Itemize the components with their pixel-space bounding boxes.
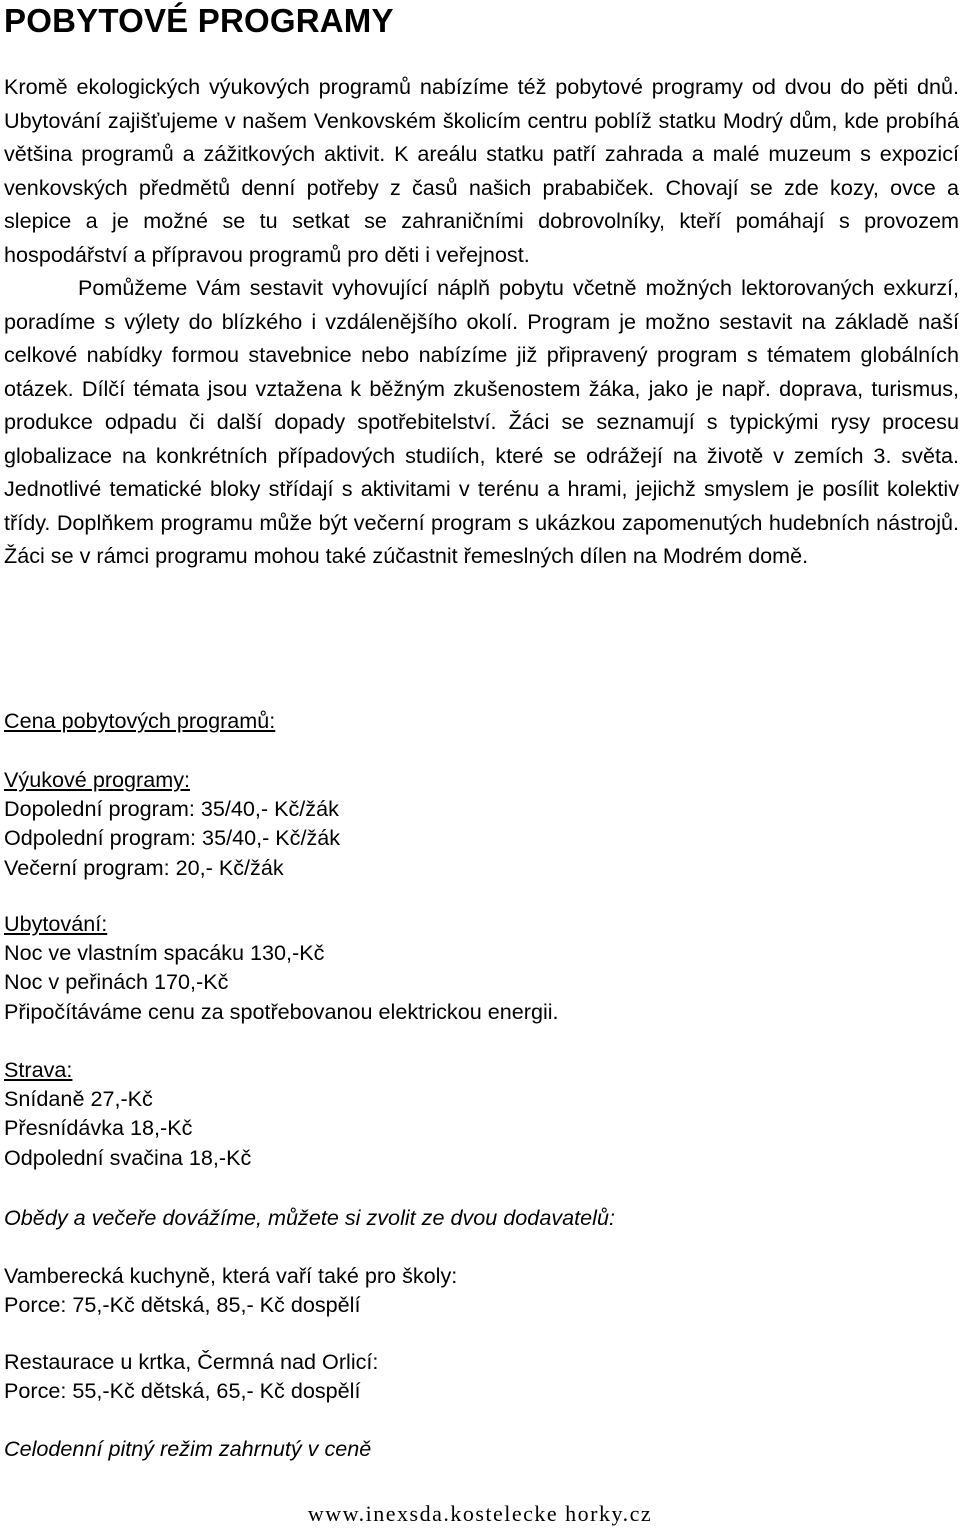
price-section	[4, 706, 275, 735]
programs-section	[4, 765, 340, 882]
accommodation-section	[4, 909, 559, 1026]
supplier-price: Porce: 75,-Kč dětská, 85,- Kč dospělí	[4, 1292, 361, 1318]
supplier-name: Vamberecká kuchyně, která vaří také pro školy:	[4, 1263, 458, 1288]
supplier-2	[4, 1347, 378, 1405]
supplier-1	[4, 1261, 457, 1319]
supplier-name: Restaurace u krtka, Čermná nad Orlicí:	[4, 1349, 379, 1374]
programs-heading: Výukové programy:	[4, 767, 191, 792]
list-item: Připočítáváme cenu za spotřebovanou elektrickou energii.	[4, 998, 559, 1024]
list-item: Odpolední svačina 18,-Kč	[4, 1144, 252, 1170]
drink-note-section	[4, 1434, 371, 1463]
drink-note: Celodenní pitný režim zahrnutý v ceně	[4, 1436, 372, 1461]
intro-text	[4, 70, 959, 573]
price-heading: Cena pobytových programů:	[4, 708, 276, 733]
list-item: Večerní program: 20,- Kč/žák	[4, 854, 284, 880]
supplier-price: Porce: 55,-Kč dětská, 65,- Kč dospělí	[4, 1378, 361, 1404]
accommodation-heading: Ubytování:	[4, 911, 108, 936]
food-section	[4, 1055, 251, 1172]
lunch-note-section	[4, 1203, 615, 1232]
list-item: Odpolední program: 35/40,- Kč/žák	[4, 825, 341, 851]
lunch-note: Obědy a večeře dovážíme, můžete si zvolit ze dvou dodavatelů:	[4, 1205, 615, 1230]
list-item: Dopolední program: 35/40,- Kč/žák	[4, 796, 339, 822]
food-heading: Strava:	[4, 1057, 73, 1082]
page-title: POBYTOVÉ PROGRAMY	[4, 2, 394, 39]
list-item: Noc ve vlastním spacáku 130,-Kč	[4, 940, 325, 966]
footer-url: www.inexsda.kostelecke horky.cz	[307, 1501, 653, 1526]
list-item: Přesnídávka 18,-Kč	[4, 1115, 193, 1141]
list-item: Noc v peřinách 170,-Kč	[4, 969, 229, 995]
intro-paragraph-2: Pomůžeme Vám sestavit vyhovující náplň pobytu včetně možných lektorovaných exkurzí, poradíme s výlety do blízkého i vzdálenějšího okolí. Program je možno sestavit na základě naší celkové nabídky formou stavebnice nebo nabízíme již připravený program s tématem globálních otázek. Dílčí témata jsou vztažena k běžným zkušenostem žáka, jako je např. doprava, turismus, produkce odpadu či další dopady spotřebitelství. Žáci se seznamují s typickými rysy procesu globalizace na konkrétních případových studiích, které se odrážejí na životě v zemích 3. světa. Jednotlivé tematické bloky střídají s aktivitami v terénu a hrami, jejichž smyslem je posílit kolektiv třídy. Doplňkem programu může být večerní program s ukázkou zapomenutých hudebních nástrojů. Žáci se v rámci programu mohou také zúčastnit řemeslných dílen na Modrém domě.	[4, 275, 959, 568]
intro-paragraph-1: Kromě ekologických výukových programů nabízíme též pobytové programy od dvou do pěti dnů. Ubytování zajišťujeme v našem Venkovském školicím centru poblíž statku Modrý dům, kde probíhá většina programů a zážitkových aktivit. K areálu statku patří zahrada a malé muzeum s expozicí venkovských předmětů denní potřeby z časů našich prababiček. Chovají se zde kozy, ovce a slepice a je možné se tu setkat se zahraničními dobrovolníky, kteří pomáhají s provozem hospodářství a přípravou programů pro děti i veřejnost.	[4, 74, 959, 267]
list-item: Snídaně 27,-Kč	[4, 1086, 153, 1112]
